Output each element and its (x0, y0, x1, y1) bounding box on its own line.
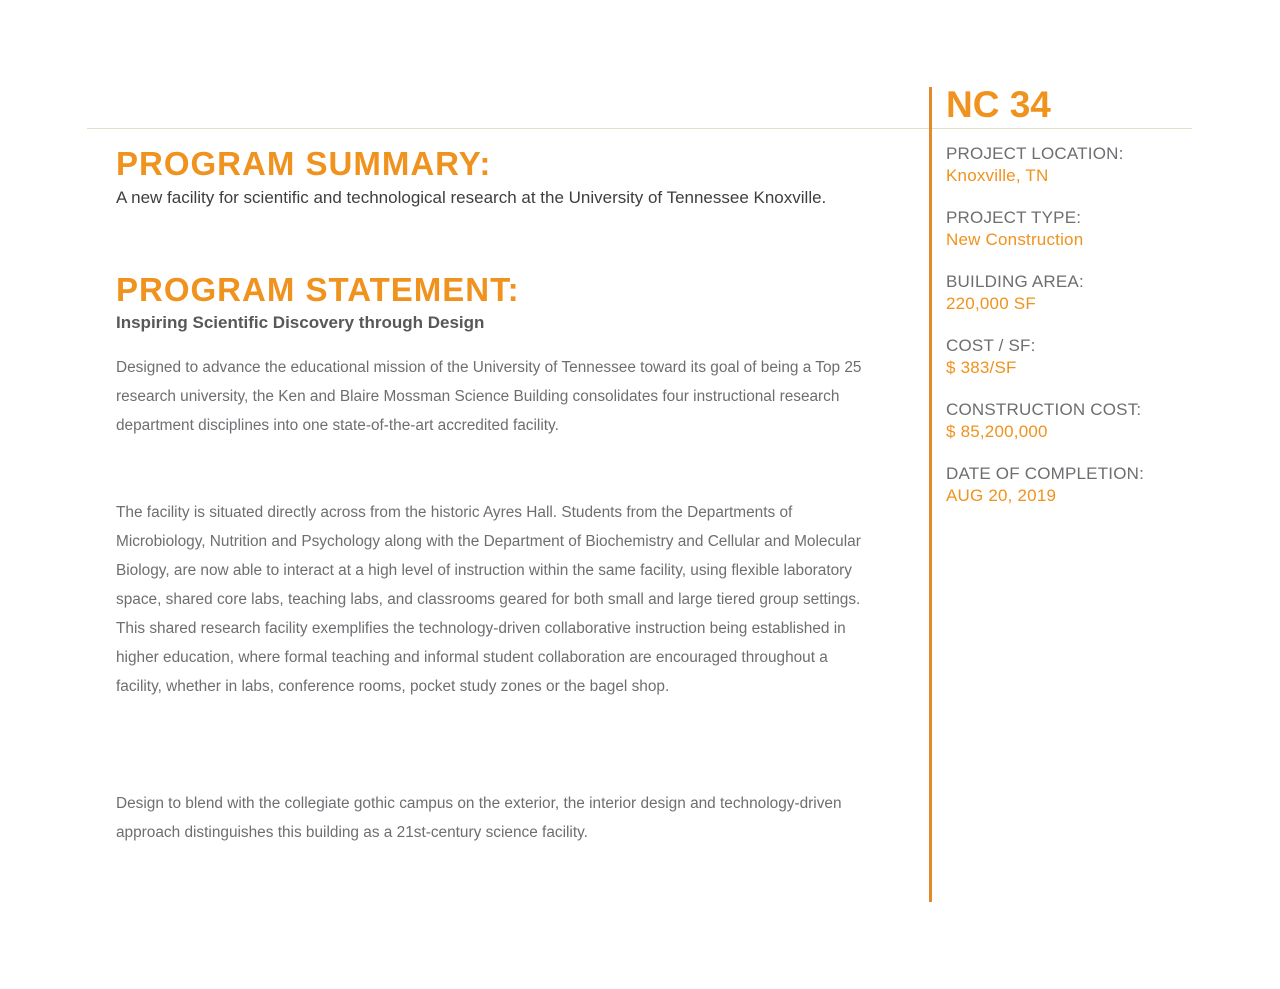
fact-label: CONSTRUCTION COST: (946, 400, 1142, 419)
fact-cost-per-sf (946, 335, 1186, 379)
fact-label: PROJECT LOCATION: (946, 144, 1124, 163)
statement-paragraph-3: Design to blend with the collegiate gothic campus on the exterior, the interior design and technology-driven approach distinguishes this building as a 21st-century science facility. (116, 795, 842, 841)
fact-value: $ 85,200,000 (946, 422, 1048, 441)
fact-value: 220,000 SF (946, 294, 1036, 313)
project-code: NC 34 (946, 84, 1051, 125)
statement-paragraph-2: The facility is situated directly across from the historic Ayres Hall. Students from the Departments of Microbiology, Nutrition and Psychology along with the Department of Biochemistry and Cellular and Molecular Biology, are now able to interact at a high level of instruction within the same facility, using flexible laboratory space, shared core labs, teaching labs, and classrooms geared for both small and large tiered group settings. This shared research facility exemplifies the technology-driven collaborative instruction being established in higher education, where formal teaching and informal student collaboration are encouraged throughout a facility, whether in labs, conference rooms, pocket study zones or the bagel shop. (116, 504, 861, 695)
fact-value: Knoxville, TN (946, 166, 1049, 185)
fact-value: New Construction (946, 230, 1084, 249)
fact-label: COST / SF: (946, 336, 1036, 355)
statement-paragraph-1: Designed to advance the educational mission of the University of Tennessee toward its goal of being a Top 25 research university, the Ken and Blaire Mossman Science Building consolidates four instructional research department disciplines into one state-of-the-art accredited facility. (116, 359, 862, 434)
fact-date-of-completion (946, 463, 1186, 507)
fact-value: $ 383/SF (946, 358, 1017, 377)
fact-project-location (946, 143, 1186, 187)
fact-value: AUG 20, 2019 (946, 486, 1057, 505)
fact-building-area (946, 271, 1186, 315)
program-statement-heading: PROGRAM STATEMENT: (116, 271, 520, 308)
fact-construction-cost (946, 399, 1186, 443)
horizontal-divider (87, 128, 1192, 129)
program-summary-text: A new facility for scientific and technological research at the University of Tennessee Knoxville. (116, 188, 827, 207)
vertical-divider (929, 87, 932, 902)
fact-label: PROJECT TYPE: (946, 208, 1082, 227)
fact-label: DATE OF COMPLETION: (946, 464, 1145, 483)
program-statement-subtitle: Inspiring Scientific Discovery through Design (116, 313, 485, 332)
program-summary-heading: PROGRAM SUMMARY: (116, 145, 492, 182)
fact-label: BUILDING AREA: (946, 272, 1084, 291)
fact-project-type (946, 207, 1186, 251)
